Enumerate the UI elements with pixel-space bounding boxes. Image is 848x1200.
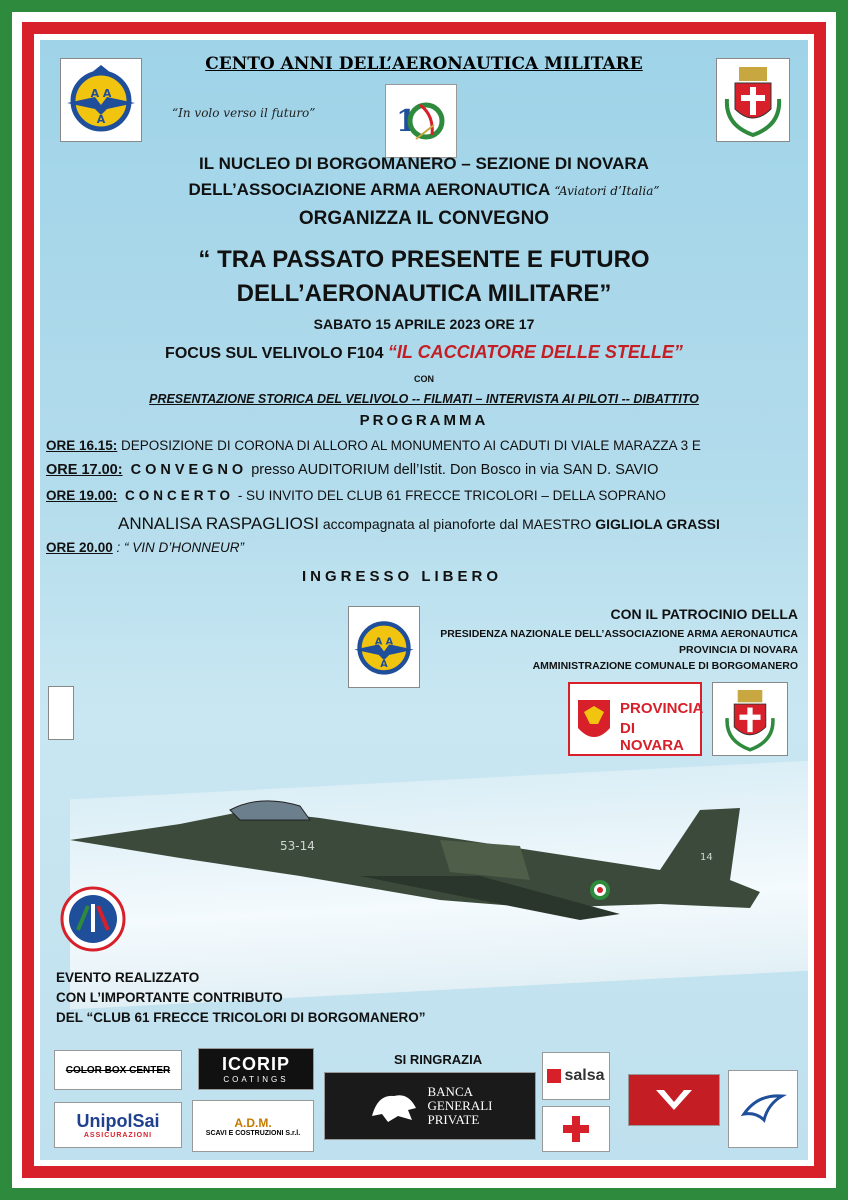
svg-text:A A: A A (90, 87, 112, 100)
program-item-4 (46, 540, 806, 555)
municipal-crest-bottom (712, 682, 788, 756)
provincia-line2: DI NOVARA (620, 720, 684, 754)
lion-icon (368, 1086, 420, 1126)
sponsor-colorbox-name: COLOR BOX CENTER (65, 1064, 171, 1076)
poster-panel (40, 40, 808, 1160)
focus-line (40, 342, 808, 363)
aircraft-code: 53-14 (280, 839, 315, 853)
organizer-line2 (40, 180, 808, 200)
patronage-line1: PRESIDENZA NAZIONALE DELL’ASSOCIAZIONE ARMA AERONAUTICA (440, 628, 798, 640)
centenary-icon (386, 85, 456, 157)
crest-icon (717, 59, 789, 141)
municipal-crest-top (716, 58, 790, 142)
soprano-text: accompagnata al pianoforte dal MAESTRO (318, 516, 596, 532)
sponsor-icorip-sub: COATINGS (223, 1075, 289, 1084)
program-spaced: CONCERTO (117, 488, 235, 503)
program-item-3 (46, 488, 806, 503)
maestro-name: GIGLIOLA GRASSI (595, 516, 720, 532)
banca-line3: PRIVATE (427, 1112, 480, 1127)
sponsor-salsa-name: salsa (564, 1067, 605, 1084)
patronage-line3: AMMINISTRAZIONE COMUNALE DI BORGOMANERO (532, 660, 798, 672)
sponsor-unipolsai (54, 1102, 182, 1148)
banca-line1: BANCA (427, 1084, 474, 1099)
focus-name: “IL CACCIATORE DELLE STELLE” (387, 342, 683, 362)
winged-aaa-icon (349, 607, 419, 687)
sponsor-icorip-name: ICORIP (221, 1054, 290, 1074)
event-date: SABATO 15 APRILE 2023 ORE 17 (313, 316, 535, 332)
svg-text:A A: A A (374, 636, 394, 648)
small-vertical-logo (48, 686, 74, 740)
sponsor-red-chevron (628, 1074, 720, 1126)
provincia-line1: PROVINCIA (620, 700, 704, 717)
patronage-line2: PROVINCIA DI NOVARA (678, 644, 798, 656)
f104-aircraft-icon (60, 780, 780, 960)
program-time: ORE 19.00: (46, 488, 118, 503)
organizer-cursive: “Aviatori d’Italia” (554, 184, 660, 198)
banca-text (428, 1085, 493, 1127)
sponsor-icorip (198, 1048, 314, 1090)
patronage-title: CON IL PATROCINIO DELLA (610, 606, 798, 622)
programma-heading: PROGRAMMA (359, 412, 489, 429)
contrib-line2: CON L’IMPORTANTE CONTRIBUTO (56, 990, 283, 1005)
program-text: DEPOSIZIONE DI CORONA DI ALLORO AL MONUMENTO AI CADUTI DI VIALE MARAZZA 3 E (117, 438, 701, 453)
program-text: presso AUDITORIUM dell’Istit. Don Bosco in via SAN D. SAVIO (247, 462, 659, 478)
chevron-logo-icon (654, 1088, 694, 1112)
organizer-line3: ORGANIZZA IL CONVEGNO (298, 208, 550, 229)
presentation-line: PRESENTAZIONE STORICA DEL VELIVOLO -- FILMATI – INTERVISTA AI PILOTI -- DIBATTITO (149, 392, 699, 406)
event-title-line1: “ TRA PASSATO PRESENTE E FUTURO (198, 246, 650, 273)
ingresso-libero: INGRESSO LIBERO (302, 568, 503, 585)
red-cross-icon (561, 1114, 591, 1144)
program-text: : “ VIN D’HONNEUR” (112, 540, 245, 555)
soprano-line (118, 514, 808, 534)
con-label: CON (414, 374, 434, 384)
organizer-line1: IL NUCLEO DI BORGOMANERO – SEZIONE DI NOVARA (199, 154, 649, 173)
patronage-association-logo (348, 606, 420, 688)
motto: “In volo verso il futuro” (172, 106, 316, 120)
page-title: CENTO ANNI DELL’AERONAUTICA MILITARE (205, 54, 643, 74)
centenary-logo (385, 84, 457, 158)
program-item-2 (46, 462, 806, 478)
sponsor-unipol-sub: ASSICURAZIONI (83, 1132, 153, 1139)
thanks-label: SI RINGRAZIA (394, 1052, 483, 1067)
svg-text:A: A (380, 659, 388, 671)
sponsor-salsa (542, 1052, 610, 1100)
sponsor-banca-generali (324, 1072, 536, 1140)
contrib-line3: DEL “CLUB 61 FRECCE TRICOLORI DI BORGOMANERO” (56, 1010, 426, 1025)
provincia-logo (568, 682, 702, 756)
program-time: ORE 17.00: (46, 462, 123, 478)
organizer-line2-text: DELL’ASSOCIAZIONE ARMA AERONAUTICA (188, 180, 550, 199)
sponsor-adm-name: A.D.M. (234, 1115, 272, 1130)
aircraft-tail-number: 14 (700, 852, 713, 863)
soprano-name: ANNALISA RASPAGLIOSI (118, 514, 319, 533)
program-spaced: CONVEGNO (122, 462, 248, 478)
event-title-line2: DELL’AERONAUTICA MILITARE” (236, 280, 612, 307)
contrib-line1: EVENTO REALIZZATO (56, 970, 200, 985)
program-time: ORE 20.00 (46, 540, 113, 555)
svg-text:A: A (96, 113, 106, 126)
provincia-eagle-icon (574, 688, 614, 750)
sponsor-bird-logo (728, 1070, 798, 1148)
program-time: ORE 16.15: (46, 438, 118, 453)
crest-icon (713, 683, 787, 755)
frecce-tricolori-icon (60, 886, 126, 952)
club-61-logo (60, 886, 126, 952)
sponsor-unipol-name: UnipolSai (76, 1111, 160, 1131)
bird-icon (738, 1084, 788, 1134)
salsa-mark-icon (547, 1069, 561, 1083)
banca-line2: GENERALI (427, 1098, 493, 1113)
program-item-1 (46, 438, 806, 453)
svg-text:1: 1 (396, 104, 417, 139)
focus-prefix: FOCUS SUL VELIVOLO F104 (165, 345, 384, 362)
program-text: - SU INVITO DEL CLUB 61 FRECCE TRICOLORI – DELLA SOPRANO (234, 488, 666, 503)
sponsor-adm (192, 1100, 314, 1152)
sponsor-colorbox (54, 1050, 182, 1090)
sponsor-adm-sub: SCAVI E COSTRUZIONI S.r.l. (205, 1129, 301, 1137)
sponsor-red-cross (542, 1106, 610, 1152)
